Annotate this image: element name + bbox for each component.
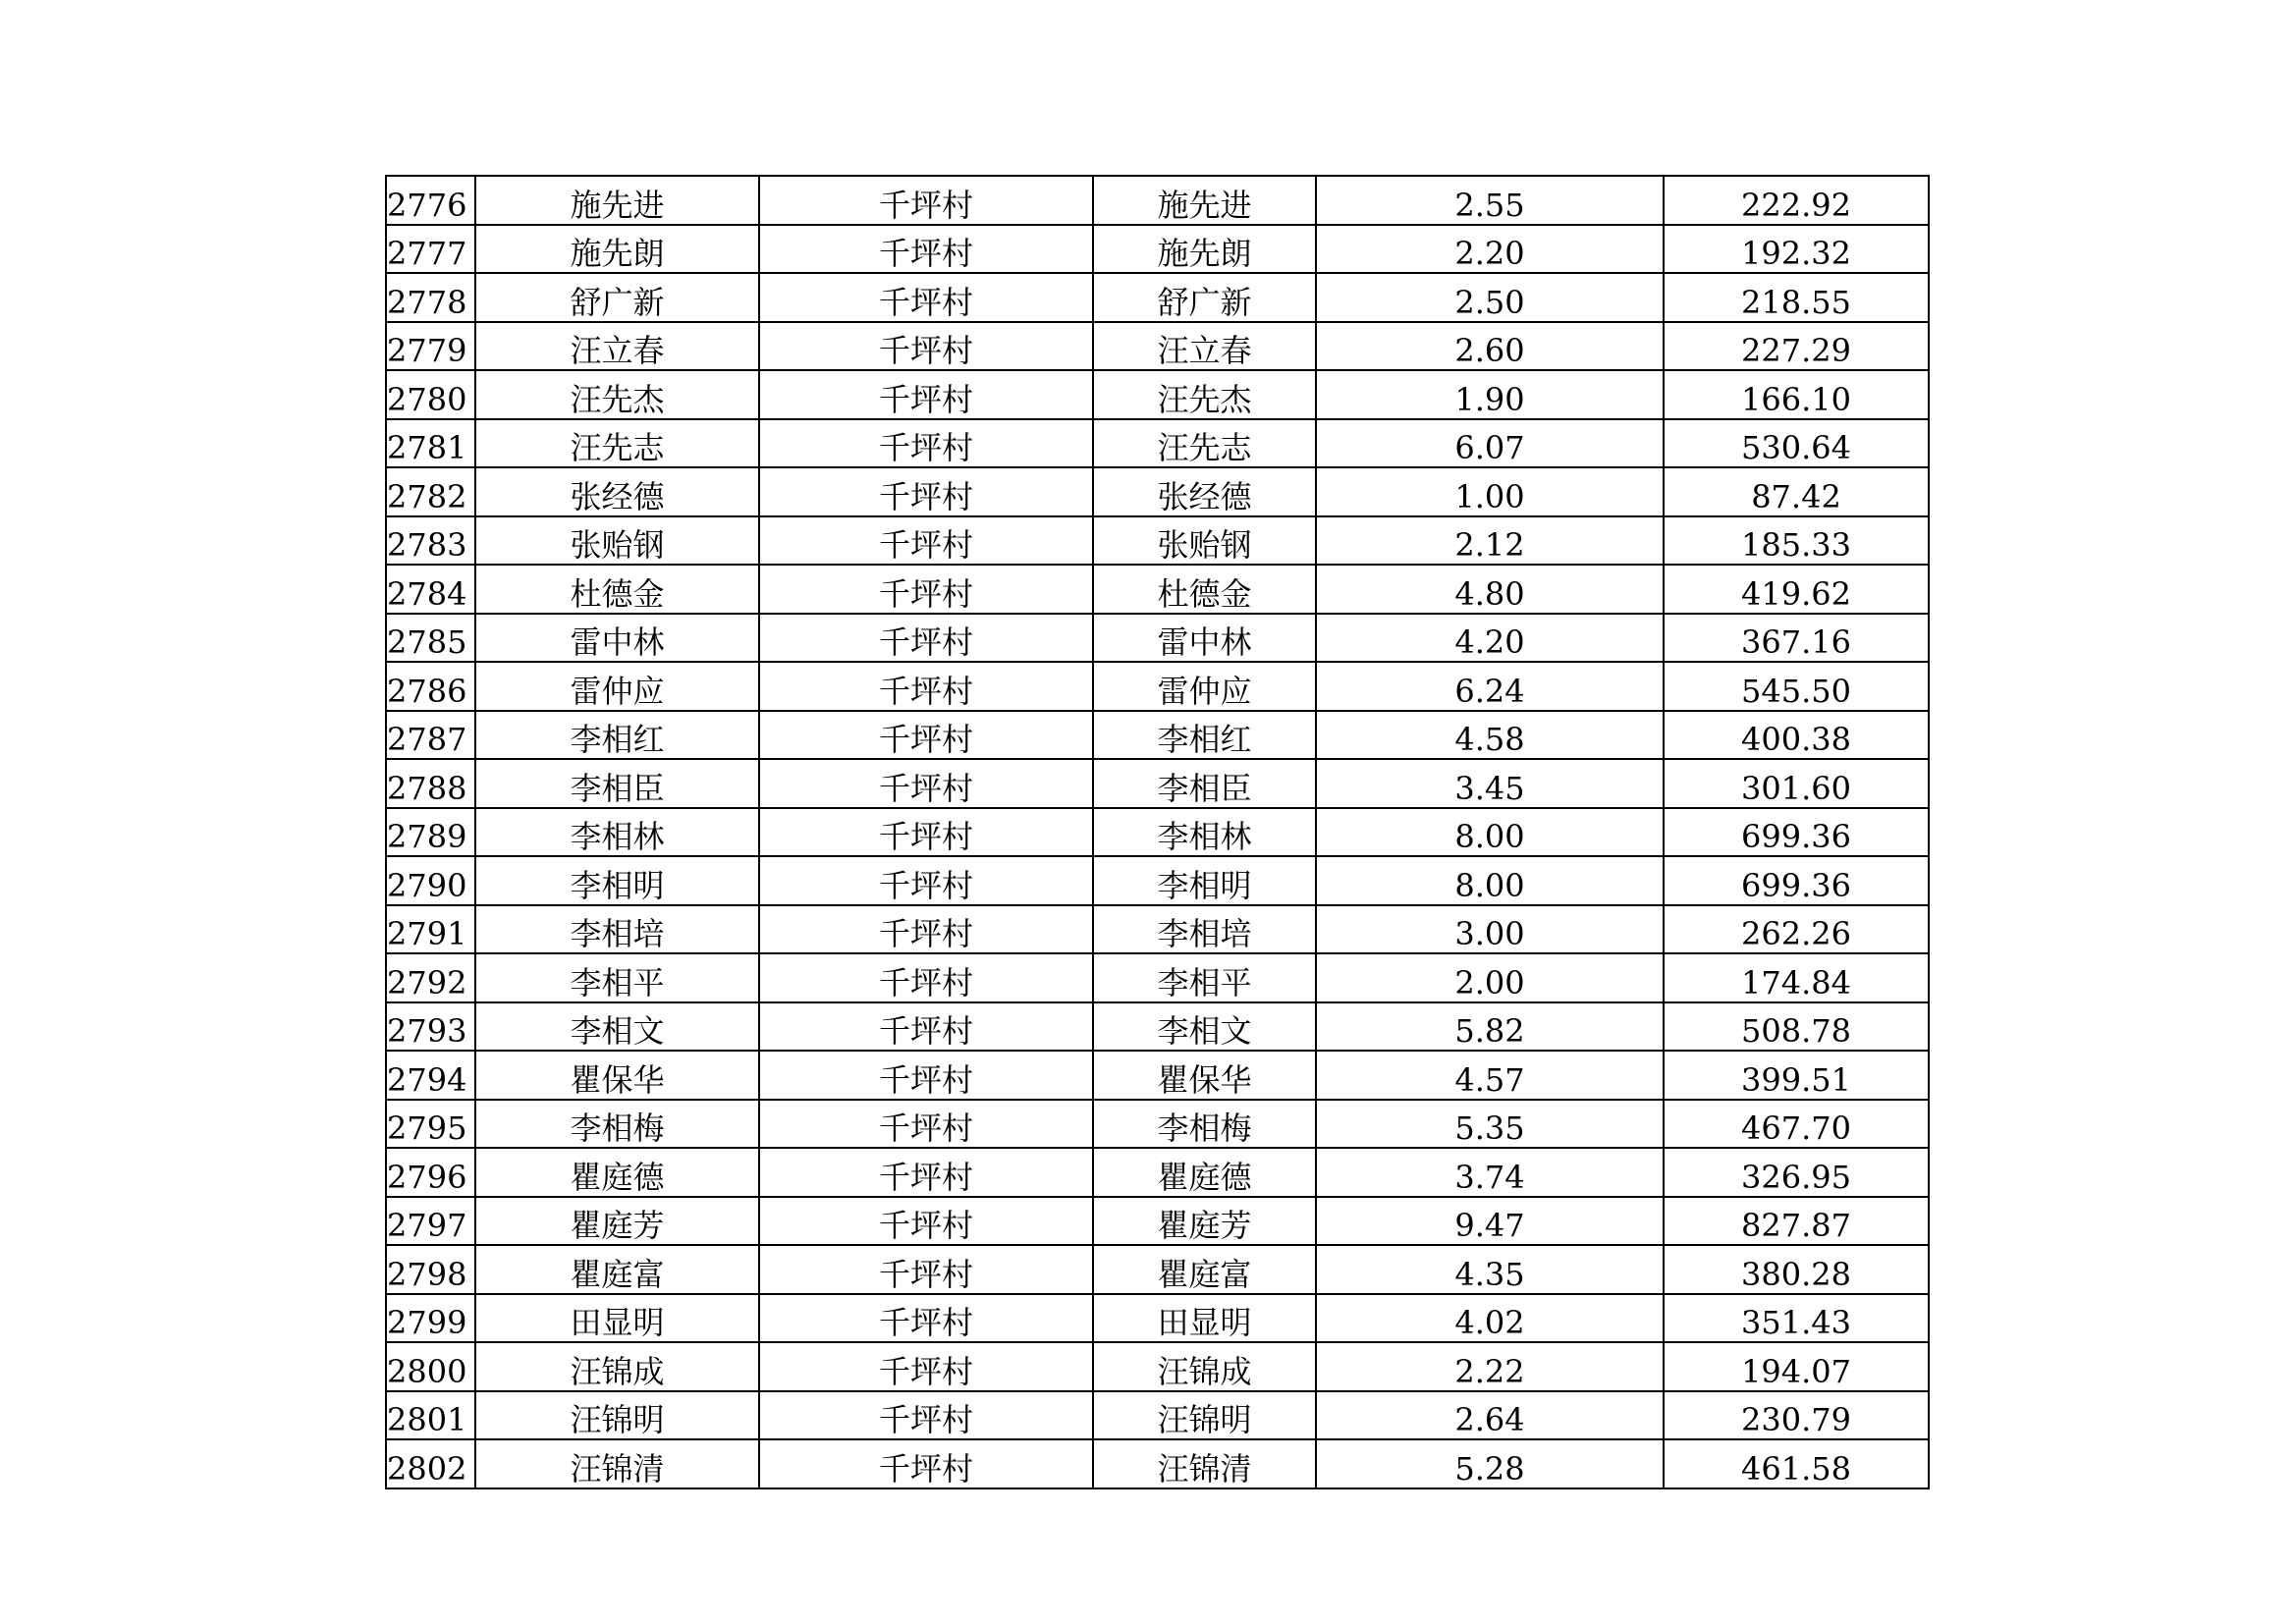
table-row xyxy=(386,565,1929,614)
area-cell: 1.00 xyxy=(1316,467,1664,516)
area-cell: 4.35 xyxy=(1316,1245,1664,1294)
holder-name-cell: 汪锦清 xyxy=(1093,1439,1316,1488)
row-number-cell: 2786 xyxy=(386,662,475,711)
amount-cell: 174.84 xyxy=(1664,953,1929,1002)
holder-name-cell: 李相平 xyxy=(1093,953,1316,1002)
table-row xyxy=(386,1391,1929,1440)
amount-cell: 227.29 xyxy=(1664,322,1929,371)
holder-name-cell: 杜德金 xyxy=(1093,565,1316,614)
document-page xyxy=(385,175,1930,1489)
village-cell: 千坪村 xyxy=(759,1294,1093,1343)
holder-name-cell: 汪立春 xyxy=(1093,322,1316,371)
area-cell: 6.07 xyxy=(1316,419,1664,468)
village-cell: 千坪村 xyxy=(759,1342,1093,1391)
row-number-cell: 2795 xyxy=(386,1100,475,1149)
amount-cell: 262.26 xyxy=(1664,905,1929,954)
name-cell: 张经德 xyxy=(475,467,759,516)
village-cell: 千坪村 xyxy=(759,225,1093,274)
table-row xyxy=(386,176,1929,225)
amount-cell: 166.10 xyxy=(1664,370,1929,419)
amount-cell: 461.58 xyxy=(1664,1439,1929,1488)
name-cell: 雷仲应 xyxy=(475,662,759,711)
row-number-cell: 2792 xyxy=(386,953,475,1002)
area-cell: 9.47 xyxy=(1316,1197,1664,1246)
holder-name-cell: 汪先志 xyxy=(1093,419,1316,468)
row-number-cell: 2794 xyxy=(386,1051,475,1100)
table-row xyxy=(386,419,1929,468)
table-row xyxy=(386,1342,1929,1391)
village-cell: 千坪村 xyxy=(759,711,1093,760)
row-number-cell: 2776 xyxy=(386,176,475,225)
name-cell: 张贻钢 xyxy=(475,516,759,566)
name-cell: 李相文 xyxy=(475,1002,759,1052)
amount-cell: 827.87 xyxy=(1664,1197,1929,1246)
area-cell: 3.00 xyxy=(1316,905,1664,954)
amount-cell: 699.36 xyxy=(1664,808,1929,857)
area-cell: 8.00 xyxy=(1316,808,1664,857)
table-row xyxy=(386,808,1929,857)
area-cell: 2.20 xyxy=(1316,225,1664,274)
village-cell: 千坪村 xyxy=(759,565,1093,614)
area-cell: 4.02 xyxy=(1316,1294,1664,1343)
table-row xyxy=(386,662,1929,711)
holder-name-cell: 张经德 xyxy=(1093,467,1316,516)
amount-cell: 230.79 xyxy=(1664,1391,1929,1440)
table-row xyxy=(386,322,1929,371)
amount-cell: 508.78 xyxy=(1664,1002,1929,1052)
holder-name-cell: 张贻钢 xyxy=(1093,516,1316,566)
area-cell: 8.00 xyxy=(1316,856,1664,905)
row-number-cell: 2798 xyxy=(386,1245,475,1294)
table-row xyxy=(386,711,1929,760)
village-cell: 千坪村 xyxy=(759,953,1093,1002)
village-cell: 千坪村 xyxy=(759,273,1093,322)
area-cell: 2.64 xyxy=(1316,1391,1664,1440)
row-number-cell: 2799 xyxy=(386,1294,475,1343)
amount-cell: 301.60 xyxy=(1664,759,1929,808)
amount-cell: 380.28 xyxy=(1664,1245,1929,1294)
row-number-cell: 2793 xyxy=(386,1002,475,1052)
holder-name-cell: 田显明 xyxy=(1093,1294,1316,1343)
area-cell: 1.90 xyxy=(1316,370,1664,419)
row-number-cell: 2777 xyxy=(386,225,475,274)
row-number-cell: 2782 xyxy=(386,467,475,516)
amount-cell: 218.55 xyxy=(1664,273,1929,322)
village-cell: 千坪村 xyxy=(759,1391,1093,1440)
holder-name-cell: 瞿庭富 xyxy=(1093,1245,1316,1294)
area-cell: 4.57 xyxy=(1316,1051,1664,1100)
row-number-cell: 2790 xyxy=(386,856,475,905)
name-cell: 瞿庭德 xyxy=(475,1148,759,1197)
area-cell: 2.60 xyxy=(1316,322,1664,371)
table-row xyxy=(386,273,1929,322)
table-row xyxy=(386,614,1929,663)
holder-name-cell: 施先朗 xyxy=(1093,225,1316,274)
village-cell: 千坪村 xyxy=(759,1002,1093,1052)
holder-name-cell: 李相林 xyxy=(1093,808,1316,857)
village-cell: 千坪村 xyxy=(759,322,1093,371)
village-cell: 千坪村 xyxy=(759,1439,1093,1488)
name-cell: 施先朗 xyxy=(475,225,759,274)
village-cell: 千坪村 xyxy=(759,905,1093,954)
table-row xyxy=(386,467,1929,516)
row-number-cell: 2788 xyxy=(386,759,475,808)
area-cell: 4.20 xyxy=(1316,614,1664,663)
row-number-cell: 2801 xyxy=(386,1391,475,1440)
row-number-cell: 2780 xyxy=(386,370,475,419)
name-cell: 汪锦清 xyxy=(475,1439,759,1488)
holder-name-cell: 李相明 xyxy=(1093,856,1316,905)
amount-cell: 367.16 xyxy=(1664,614,1929,663)
name-cell: 李相林 xyxy=(475,808,759,857)
village-cell: 千坪村 xyxy=(759,467,1093,516)
village-cell: 千坪村 xyxy=(759,419,1093,468)
table-row xyxy=(386,225,1929,274)
name-cell: 汪先志 xyxy=(475,419,759,468)
area-cell: 4.58 xyxy=(1316,711,1664,760)
amount-cell: 194.07 xyxy=(1664,1342,1929,1391)
table-row xyxy=(386,1002,1929,1052)
table-row xyxy=(386,856,1929,905)
row-number-cell: 2779 xyxy=(386,322,475,371)
table-row xyxy=(386,1051,1929,1100)
amount-cell: 192.32 xyxy=(1664,225,1929,274)
table-row xyxy=(386,516,1929,566)
holder-name-cell: 瞿庭芳 xyxy=(1093,1197,1316,1246)
table-row xyxy=(386,1148,1929,1197)
holder-name-cell: 瞿保华 xyxy=(1093,1051,1316,1100)
subsidy-table xyxy=(385,175,1930,1489)
village-cell: 千坪村 xyxy=(759,614,1093,663)
row-number-cell: 2787 xyxy=(386,711,475,760)
area-cell: 3.45 xyxy=(1316,759,1664,808)
table-row xyxy=(386,1197,1929,1246)
name-cell: 汪锦成 xyxy=(475,1342,759,1391)
name-cell: 舒广新 xyxy=(475,273,759,322)
row-number-cell: 2783 xyxy=(386,516,475,566)
name-cell: 瞿庭富 xyxy=(475,1245,759,1294)
table-row xyxy=(386,1245,1929,1294)
village-cell: 千坪村 xyxy=(759,808,1093,857)
holder-name-cell: 李相文 xyxy=(1093,1002,1316,1052)
holder-name-cell: 李相臣 xyxy=(1093,759,1316,808)
name-cell: 杜德金 xyxy=(475,565,759,614)
amount-cell: 351.43 xyxy=(1664,1294,1929,1343)
table-body xyxy=(386,176,1929,1488)
table-row xyxy=(386,1439,1929,1488)
holder-name-cell: 李相梅 xyxy=(1093,1100,1316,1149)
amount-cell: 419.62 xyxy=(1664,565,1929,614)
name-cell: 李相梅 xyxy=(475,1100,759,1149)
row-number-cell: 2797 xyxy=(386,1197,475,1246)
name-cell: 李相红 xyxy=(475,711,759,760)
row-number-cell: 2784 xyxy=(386,565,475,614)
row-number-cell: 2781 xyxy=(386,419,475,468)
amount-cell: 400.38 xyxy=(1664,711,1929,760)
holder-name-cell: 雷仲应 xyxy=(1093,662,1316,711)
amount-cell: 222.92 xyxy=(1664,176,1929,225)
area-cell: 3.74 xyxy=(1316,1148,1664,1197)
holder-name-cell: 李相红 xyxy=(1093,711,1316,760)
amount-cell: 87.42 xyxy=(1664,467,1929,516)
table-row xyxy=(386,370,1929,419)
row-number-cell: 2778 xyxy=(386,273,475,322)
amount-cell: 699.36 xyxy=(1664,856,1929,905)
holder-name-cell: 舒广新 xyxy=(1093,273,1316,322)
amount-cell: 545.50 xyxy=(1664,662,1929,711)
village-cell: 千坪村 xyxy=(759,759,1093,808)
name-cell: 田显明 xyxy=(475,1294,759,1343)
holder-name-cell: 瞿庭德 xyxy=(1093,1148,1316,1197)
village-cell: 千坪村 xyxy=(759,856,1093,905)
village-cell: 千坪村 xyxy=(759,516,1093,566)
name-cell: 瞿保华 xyxy=(475,1051,759,1100)
name-cell: 李相明 xyxy=(475,856,759,905)
holder-name-cell: 施先进 xyxy=(1093,176,1316,225)
village-cell: 千坪村 xyxy=(759,176,1093,225)
name-cell: 汪锦明 xyxy=(475,1391,759,1440)
village-cell: 千坪村 xyxy=(759,370,1093,419)
village-cell: 千坪村 xyxy=(759,662,1093,711)
name-cell: 施先进 xyxy=(475,176,759,225)
holder-name-cell: 汪先杰 xyxy=(1093,370,1316,419)
area-cell: 2.22 xyxy=(1316,1342,1664,1391)
name-cell: 李相平 xyxy=(475,953,759,1002)
area-cell: 6.24 xyxy=(1316,662,1664,711)
area-cell: 2.00 xyxy=(1316,953,1664,1002)
holder-name-cell: 汪锦成 xyxy=(1093,1342,1316,1391)
holder-name-cell: 汪锦明 xyxy=(1093,1391,1316,1440)
area-cell: 5.82 xyxy=(1316,1002,1664,1052)
village-cell: 千坪村 xyxy=(759,1051,1093,1100)
area-cell: 5.35 xyxy=(1316,1100,1664,1149)
table-row xyxy=(386,1100,1929,1149)
village-cell: 千坪村 xyxy=(759,1148,1093,1197)
name-cell: 雷中林 xyxy=(475,614,759,663)
amount-cell: 326.95 xyxy=(1664,1148,1929,1197)
village-cell: 千坪村 xyxy=(759,1100,1093,1149)
amount-cell: 467.70 xyxy=(1664,1100,1929,1149)
name-cell: 李相培 xyxy=(475,905,759,954)
holder-name-cell: 李相培 xyxy=(1093,905,1316,954)
amount-cell: 185.33 xyxy=(1664,516,1929,566)
name-cell: 汪先杰 xyxy=(475,370,759,419)
amount-cell: 530.64 xyxy=(1664,419,1929,468)
row-number-cell: 2789 xyxy=(386,808,475,857)
table-row xyxy=(386,759,1929,808)
table-row xyxy=(386,953,1929,1002)
row-number-cell: 2796 xyxy=(386,1148,475,1197)
area-cell: 5.28 xyxy=(1316,1439,1664,1488)
area-cell: 2.50 xyxy=(1316,273,1664,322)
table-row xyxy=(386,905,1929,954)
amount-cell: 399.51 xyxy=(1664,1051,1929,1100)
name-cell: 瞿庭芳 xyxy=(475,1197,759,1246)
village-cell: 千坪村 xyxy=(759,1245,1093,1294)
area-cell: 2.55 xyxy=(1316,176,1664,225)
row-number-cell: 2802 xyxy=(386,1439,475,1488)
row-number-cell: 2791 xyxy=(386,905,475,954)
name-cell: 汪立春 xyxy=(475,322,759,371)
area-cell: 2.12 xyxy=(1316,516,1664,566)
row-number-cell: 2785 xyxy=(386,614,475,663)
table-row xyxy=(386,1294,1929,1343)
name-cell: 李相臣 xyxy=(475,759,759,808)
area-cell: 4.80 xyxy=(1316,565,1664,614)
row-number-cell: 2800 xyxy=(386,1342,475,1391)
village-cell: 千坪村 xyxy=(759,1197,1093,1246)
holder-name-cell: 雷中林 xyxy=(1093,614,1316,663)
